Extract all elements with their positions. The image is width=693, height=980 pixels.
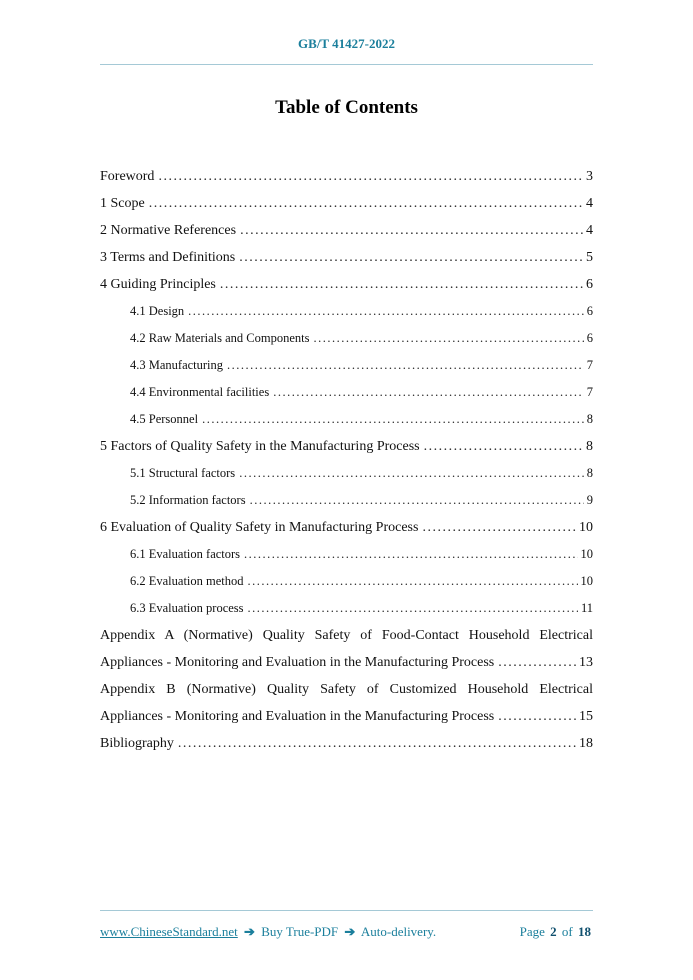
- toc-dot-leader: [498, 703, 576, 730]
- toc-row: [130, 298, 593, 325]
- toc-entry-label: 4 Guiding Principles: [100, 277, 216, 292]
- toc-dot-leader: [240, 217, 583, 244]
- toc-page-number: 9: [586, 493, 593, 507]
- footer-row: [100, 911, 593, 940]
- toc-page-number: 10: [580, 547, 593, 561]
- toc-entry-label: 4.3 Manufacturing: [130, 358, 224, 372]
- footer-promo: [100, 924, 436, 940]
- toc-entry-label: 6.3 Evaluation process: [130, 601, 244, 615]
- toc-row: [100, 271, 593, 298]
- toc-entry: [100, 676, 593, 730]
- toc-row: [100, 730, 593, 757]
- toc-entry-label: Appliances - Monitoring and Evaluation in the Manufacturing Process: [100, 655, 495, 670]
- toc-dot-leader: [149, 190, 583, 217]
- toc-page-number: 13: [579, 655, 593, 670]
- toc-page-number: 15: [579, 709, 593, 724]
- toc-row: [130, 379, 593, 406]
- toc-entry: [100, 568, 593, 595]
- toc-row: [100, 649, 593, 676]
- toc-row: [100, 244, 593, 271]
- toc-page-number: 8: [586, 439, 593, 454]
- toc-row: [130, 352, 593, 379]
- toc-entry: [100, 622, 593, 676]
- toc-page-number: 10: [580, 574, 593, 588]
- toc-entry-label: Appliances - Monitoring and Evaluation in the Manufacturing Process: [100, 709, 495, 724]
- footer: [100, 910, 593, 940]
- toc-page-number: 7: [586, 358, 593, 372]
- toc-dot-leader: [239, 460, 584, 487]
- toc-page-number: 18: [579, 736, 593, 751]
- toc-entry: [100, 460, 593, 487]
- toc-page-number: 8: [586, 466, 593, 480]
- toc-page-number: 4: [586, 196, 593, 211]
- toc-entry: [100, 406, 593, 433]
- toc-entry-label: 5.2 Information factors: [130, 493, 246, 507]
- toc-entry-label: 6.1 Evaluation factors: [130, 547, 241, 561]
- toc-dot-leader: [220, 271, 583, 298]
- toc-entry: [100, 298, 593, 325]
- toc-row: [130, 568, 593, 595]
- toc-dot-leader: [314, 325, 584, 352]
- toc-entry-label: 1 Scope: [100, 196, 145, 211]
- footer-site-link[interactable]: www.ChineseStandard.net: [100, 924, 238, 939]
- toc-row: [130, 325, 593, 352]
- toc-row: [100, 433, 593, 460]
- toc-entry-label: Bibliography: [100, 736, 174, 751]
- footer-delivery-text: Auto-delivery.: [360, 924, 437, 939]
- footer-buy-text: Buy True-PDF: [261, 924, 339, 939]
- toc-page-number: 4: [586, 223, 593, 238]
- toc-dot-leader: [422, 514, 576, 541]
- toc-entry-label: 3 Terms and Definitions: [100, 250, 236, 265]
- toc-page-number: 6: [586, 304, 593, 318]
- toc-row: [130, 541, 593, 568]
- toc-list: [100, 163, 593, 757]
- toc-dot-leader: [498, 649, 576, 676]
- toc-dot-leader: [424, 433, 583, 460]
- toc-page-number: 6: [586, 277, 593, 292]
- toc-page-number: 11: [580, 601, 593, 615]
- toc-dot-leader: [248, 595, 578, 622]
- toc-entry: [100, 352, 593, 379]
- arrow-right-icon: ➔: [244, 924, 255, 939]
- toc-entry-label: 6.2 Evaluation method: [130, 574, 244, 588]
- toc-entry-label: 4.1 Design: [130, 304, 185, 318]
- toc-entry: [100, 433, 593, 460]
- toc-dot-leader: [158, 163, 583, 190]
- toc-row: [130, 406, 593, 433]
- toc-entry: [100, 541, 593, 568]
- toc-row: [100, 514, 593, 541]
- toc-page-number: 3: [586, 169, 593, 184]
- toc-dot-leader: [239, 244, 583, 271]
- page-title: Table of Contents: [275, 97, 418, 118]
- toc-entry: [100, 487, 593, 514]
- toc-row: [100, 703, 593, 730]
- toc-page-number: 8: [586, 412, 593, 426]
- toc-dot-leader: [178, 730, 576, 757]
- toc-entry-label: 5.1 Structural factors: [130, 466, 236, 480]
- toc-entry: [100, 217, 593, 244]
- toc-row: [130, 460, 593, 487]
- toc-entry: [100, 163, 593, 190]
- toc-entry: [100, 595, 593, 622]
- arrow-right-icon: ➔: [344, 924, 356, 939]
- toc-page-number: 6: [586, 331, 593, 345]
- toc-page-number: 10: [579, 520, 593, 535]
- toc-entry-label: 6 Evaluation of Quality Safety in Manufacturing Process: [100, 520, 419, 535]
- footer-page-current: 2: [550, 924, 557, 939]
- toc-entry-label: 4.5 Personnel: [130, 412, 199, 426]
- toc-dot-leader: [202, 406, 584, 433]
- toc-entry: [100, 271, 593, 298]
- toc-entry: [100, 190, 593, 217]
- toc-page-number: 5: [586, 250, 593, 265]
- toc-dot-leader: [248, 568, 578, 595]
- toc-entry-label-line1: Appendix B (Normative) Quality Safety of Customized Household Electrical: [100, 682, 593, 697]
- toc-entry: [100, 325, 593, 352]
- toc-dot-leader: [250, 487, 584, 514]
- toc-page-number: 7: [586, 385, 593, 399]
- footer-page-label: Page: [519, 924, 545, 939]
- toc-dot-leader: [273, 379, 584, 406]
- toc-dot-leader: [227, 352, 584, 379]
- footer-page-indicator: [520, 924, 593, 940]
- toc-row: [100, 163, 593, 190]
- toc-dot-leader: [244, 541, 577, 568]
- toc-dot-leader: [188, 298, 584, 325]
- toc-row: [100, 217, 593, 244]
- toc-entry-label-line1: Appendix A (Normative) Quality Safety of Food-Contact Household Electrical: [100, 628, 593, 643]
- toc-row: [100, 190, 593, 217]
- header-doc-code: GB/T 41427-2022: [298, 36, 395, 51]
- toc-entry-label: 2 Normative References: [100, 223, 237, 238]
- footer-of-label: of: [561, 924, 573, 939]
- toc-row: [130, 595, 593, 622]
- toc-entry-label: 4.4 Environmental facilities: [130, 385, 270, 399]
- toc-entry: [100, 244, 593, 271]
- toc-entry: [100, 730, 593, 757]
- toc-entry-label: 4.2 Raw Materials and Components: [130, 331, 310, 345]
- toc-entry-label: 5 Factors of Quality Safety in the Manufacturing Process: [100, 439, 420, 454]
- toc-entry: [100, 514, 593, 541]
- header-rule: [100, 64, 593, 65]
- footer-page-total: 18: [578, 924, 591, 939]
- toc-row: [130, 487, 593, 514]
- toc-entry-label: Foreword: [100, 169, 155, 184]
- toc-entry: [100, 379, 593, 406]
